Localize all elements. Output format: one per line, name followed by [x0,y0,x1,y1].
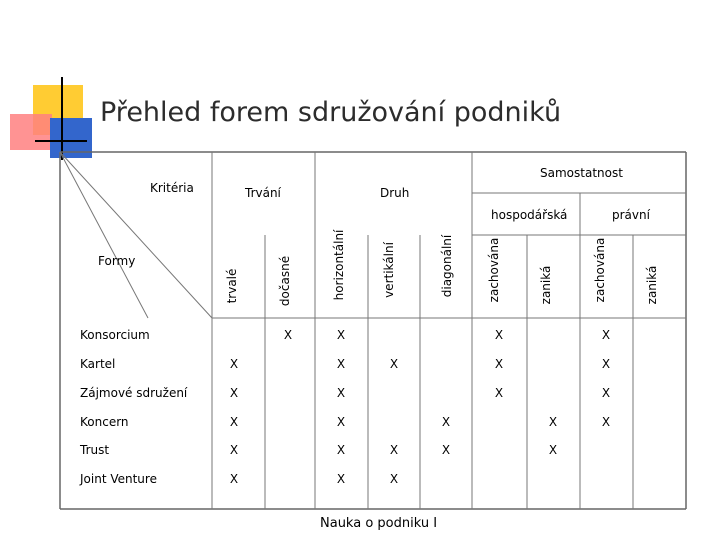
column-header: zaniká [645,265,659,305]
cell-mark: X [601,386,611,400]
column-header: horizontální [332,229,346,301]
cell-mark: X [441,415,451,429]
cell-mark: X [441,443,451,457]
cell-mark: X [494,386,504,400]
corner-forms-label: Formy [98,254,136,268]
cell-mark: X [601,415,611,429]
cell-mark: X [389,357,399,371]
cell-mark: X [229,472,239,486]
cell-mark: X [494,357,504,371]
footer-course-name: Nauka o podniku I [320,516,438,531]
cell-mark: X [336,415,346,429]
cell-mark: X [283,328,293,342]
cell-mark: X [229,415,239,429]
column-header: zaniká [539,265,553,305]
cell-mark: X [336,386,346,400]
column-header: diagonální [440,234,454,298]
cell-mark: X [601,357,611,371]
row-label: Trust [80,443,110,457]
cell-mark: X [601,328,611,342]
column-header: vertikální [382,242,396,298]
cell-mark: X [336,357,346,371]
corner-criteria-label: Kritéria [150,181,194,195]
column-header: zachována [487,237,501,303]
cell-mark: X [229,357,239,371]
header-samostatnost: Samostatnost [540,166,623,180]
cell-mark: X [336,472,346,486]
row-label: Konsorcium [80,328,150,342]
cell-mark: X [336,328,346,342]
cell-mark: X [229,443,239,457]
row-label: Kartel [80,357,116,371]
slide-title: Přehled forem sdružování podniků [100,97,562,128]
row-label: Zájmové sdružení [80,386,188,400]
cell-mark: X [548,415,558,429]
column-header: zachována [593,237,607,303]
header-trvani: Trvání [245,186,281,200]
header-pravni: právní [612,208,650,222]
cell-mark: X [389,472,399,486]
cell-mark: X [336,443,346,457]
cell-mark: X [494,328,504,342]
column-header: trvalé [225,268,239,304]
header-druh: Druh [380,186,410,200]
cell-mark: X [548,443,558,457]
column-header: dočasné [278,255,292,307]
row-label: Koncern [80,415,129,429]
cell-mark: X [389,443,399,457]
cell-mark: X [229,386,239,400]
header-hospodarska: hospodářská [491,208,568,222]
row-label: Joint Venture [80,472,157,486]
